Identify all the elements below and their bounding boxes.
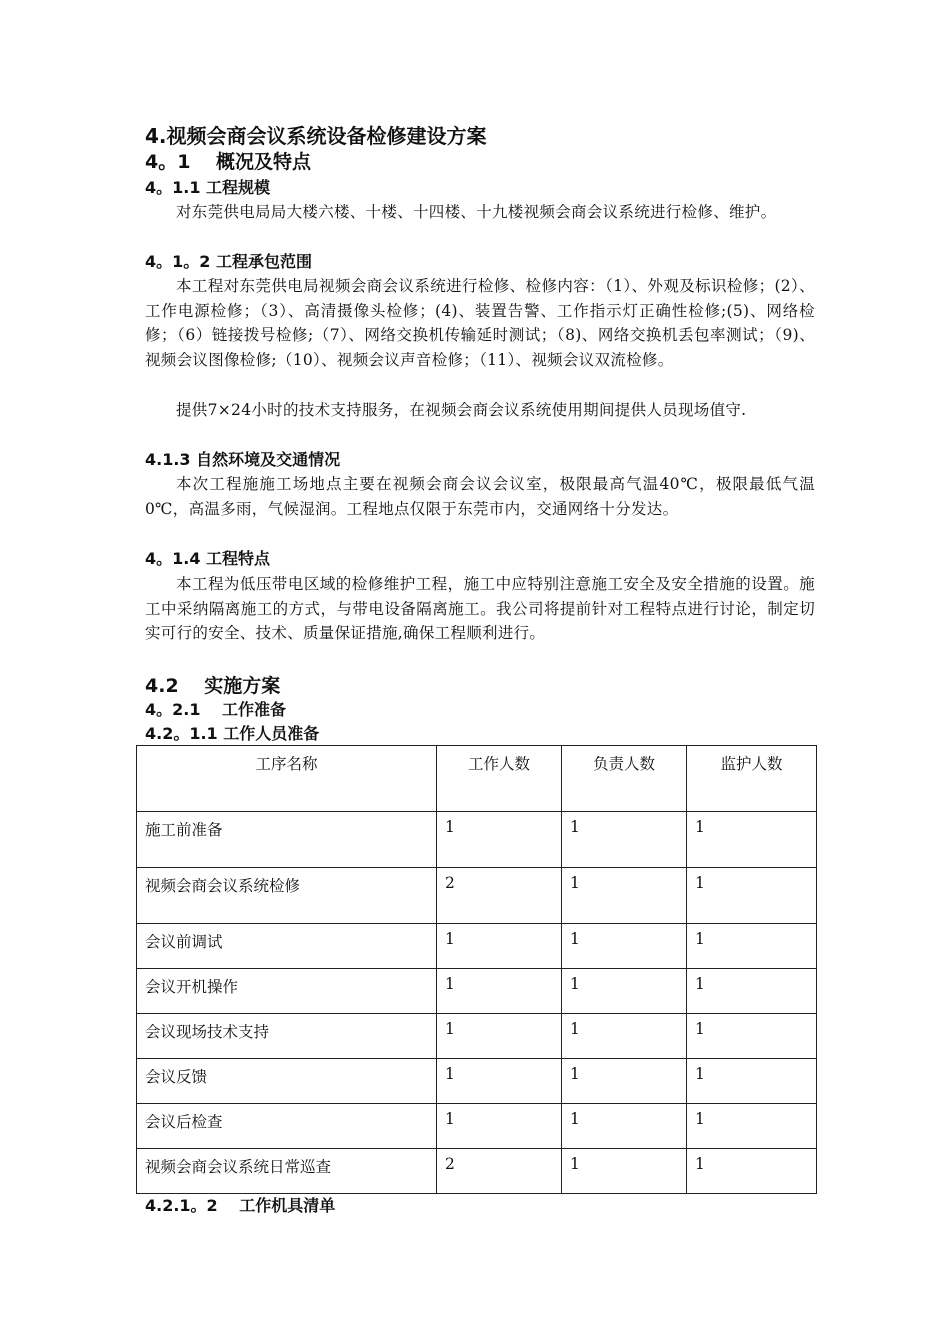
cell-process: 会议反馈 [137,1059,437,1104]
cell-leaders: 1 [562,812,687,868]
paragraph-project-features: 本工程为低压带电区域的检修维护工程，施工中应特别注意施工安全及安全措施的设置。施工中采纳隔离施工的方式，与带电设备隔离施工。我公司将提前针对工程特点进行讨论，制定切实可行的安全、技术、质量保证措施,确保工程顺利进行。 [145,575,815,642]
cell-process: 会议前调试 [137,924,437,969]
document-title: 4.视频会商会议系统设备检修建设方案 [145,124,487,148]
cell-workers: 1 [437,924,562,969]
cell-process: 会议后检查 [137,1104,437,1149]
paragraph-support-service: 提供7×24小时的技术支持服务，在视频会商会议系统使用期间提供人员现场值守. [176,401,747,419]
table-row [137,969,817,1014]
cell-process: 会议开机操作 [137,969,437,1014]
cell-workers: 2 [437,868,562,924]
cell-guardians: 1 [687,1104,817,1149]
table-row [137,1059,817,1104]
cell-leaders: 1 [562,924,687,969]
cell-workers: 2 [437,1149,562,1194]
cell-leaders: 1 [562,1104,687,1149]
table-row [137,924,817,969]
section-heading-4-1-3: 4.1.3 自然环境及交通情况 [145,450,341,469]
section-heading-4-1-4: 4。1.4 工程特点 [145,549,271,568]
section-heading-4-2-1-2: 4.2.1。2 工作机具清单 [145,1196,336,1215]
header-worker-count: 工作人数 [437,746,562,812]
header-process-name: 工序名称 [137,746,437,812]
paragraph-contract-scope: 本工程对东莞供电局视频会商会议系统进行检修、检修内容：（1）、外观及标识检修；(2）、工作电源检修；（3）、高清摄像头检修；(4)、装置告警、工作指示灯正确性检修;(5)、网络检修；（6）链接拨号检修;（7）、网络交换机传输延时测试；（8)、网络交换机丢包率测试；（9)、视频会议图像检修;（10）、视频会议声音检修；（11）、视频会议双流检修。 [145,277,815,369]
cell-leaders: 1 [562,1014,687,1059]
cell-guardians: 1 [687,1149,817,1194]
paragraph-environment: 本次工程施施工场地点主要在视频会商会议会议室，极限最高气温40℃，极限最低气温0℃，高温多雨，气候湿润。工程地点仅限于东莞市内，交通网络十分发达。 [145,475,815,518]
section-heading-4-1: 4。1 概况及特点 [145,151,312,173]
section-heading-4-1-1: 4。1.1 工程规模 [145,178,271,197]
table-header-row [137,746,817,812]
cell-workers: 1 [437,1059,562,1104]
table-row [137,1104,817,1149]
cell-workers: 1 [437,812,562,868]
table-row [137,812,817,868]
cell-guardians: 1 [687,969,817,1014]
table-row [137,868,817,924]
cell-leaders: 1 [562,1059,687,1104]
cell-workers: 1 [437,969,562,1014]
paragraph-project-scale: 对东莞供电局局大楼六楼、十楼、十四楼、十九楼视频会商会议系统进行检修、维护。 [176,203,777,221]
cell-leaders: 1 [562,1149,687,1194]
section-heading-4-2-1-1: 4.2。1.1 工作人员准备 [145,724,320,743]
cell-process: 视频会商会议系统日常巡查 [137,1149,437,1194]
cell-process: 施工前准备 [137,812,437,868]
cell-leaders: 1 [562,969,687,1014]
table-row [137,1149,817,1194]
cell-guardians: 1 [687,1014,817,1059]
staff-preparation-table [136,745,817,1194]
header-guardian-count: 监护人数 [687,746,817,812]
section-heading-4-1-2: 4。1。2 工程承包范围 [145,252,312,271]
cell-workers: 1 [437,1014,562,1059]
section-heading-4-2-1: 4。2.1 工作准备 [145,700,287,719]
table-row [137,1014,817,1059]
cell-guardians: 1 [687,868,817,924]
cell-guardians: 1 [687,924,817,969]
cell-guardians: 1 [687,1059,817,1104]
cell-process: 会议现场技术支持 [137,1014,437,1059]
cell-leaders: 1 [562,868,687,924]
cell-workers: 1 [437,1104,562,1149]
section-heading-4-2: 4.2 实施方案 [145,675,281,697]
cell-process: 视频会商会议系统检修 [137,868,437,924]
cell-guardians: 1 [687,812,817,868]
header-leader-count: 负责人数 [562,746,687,812]
